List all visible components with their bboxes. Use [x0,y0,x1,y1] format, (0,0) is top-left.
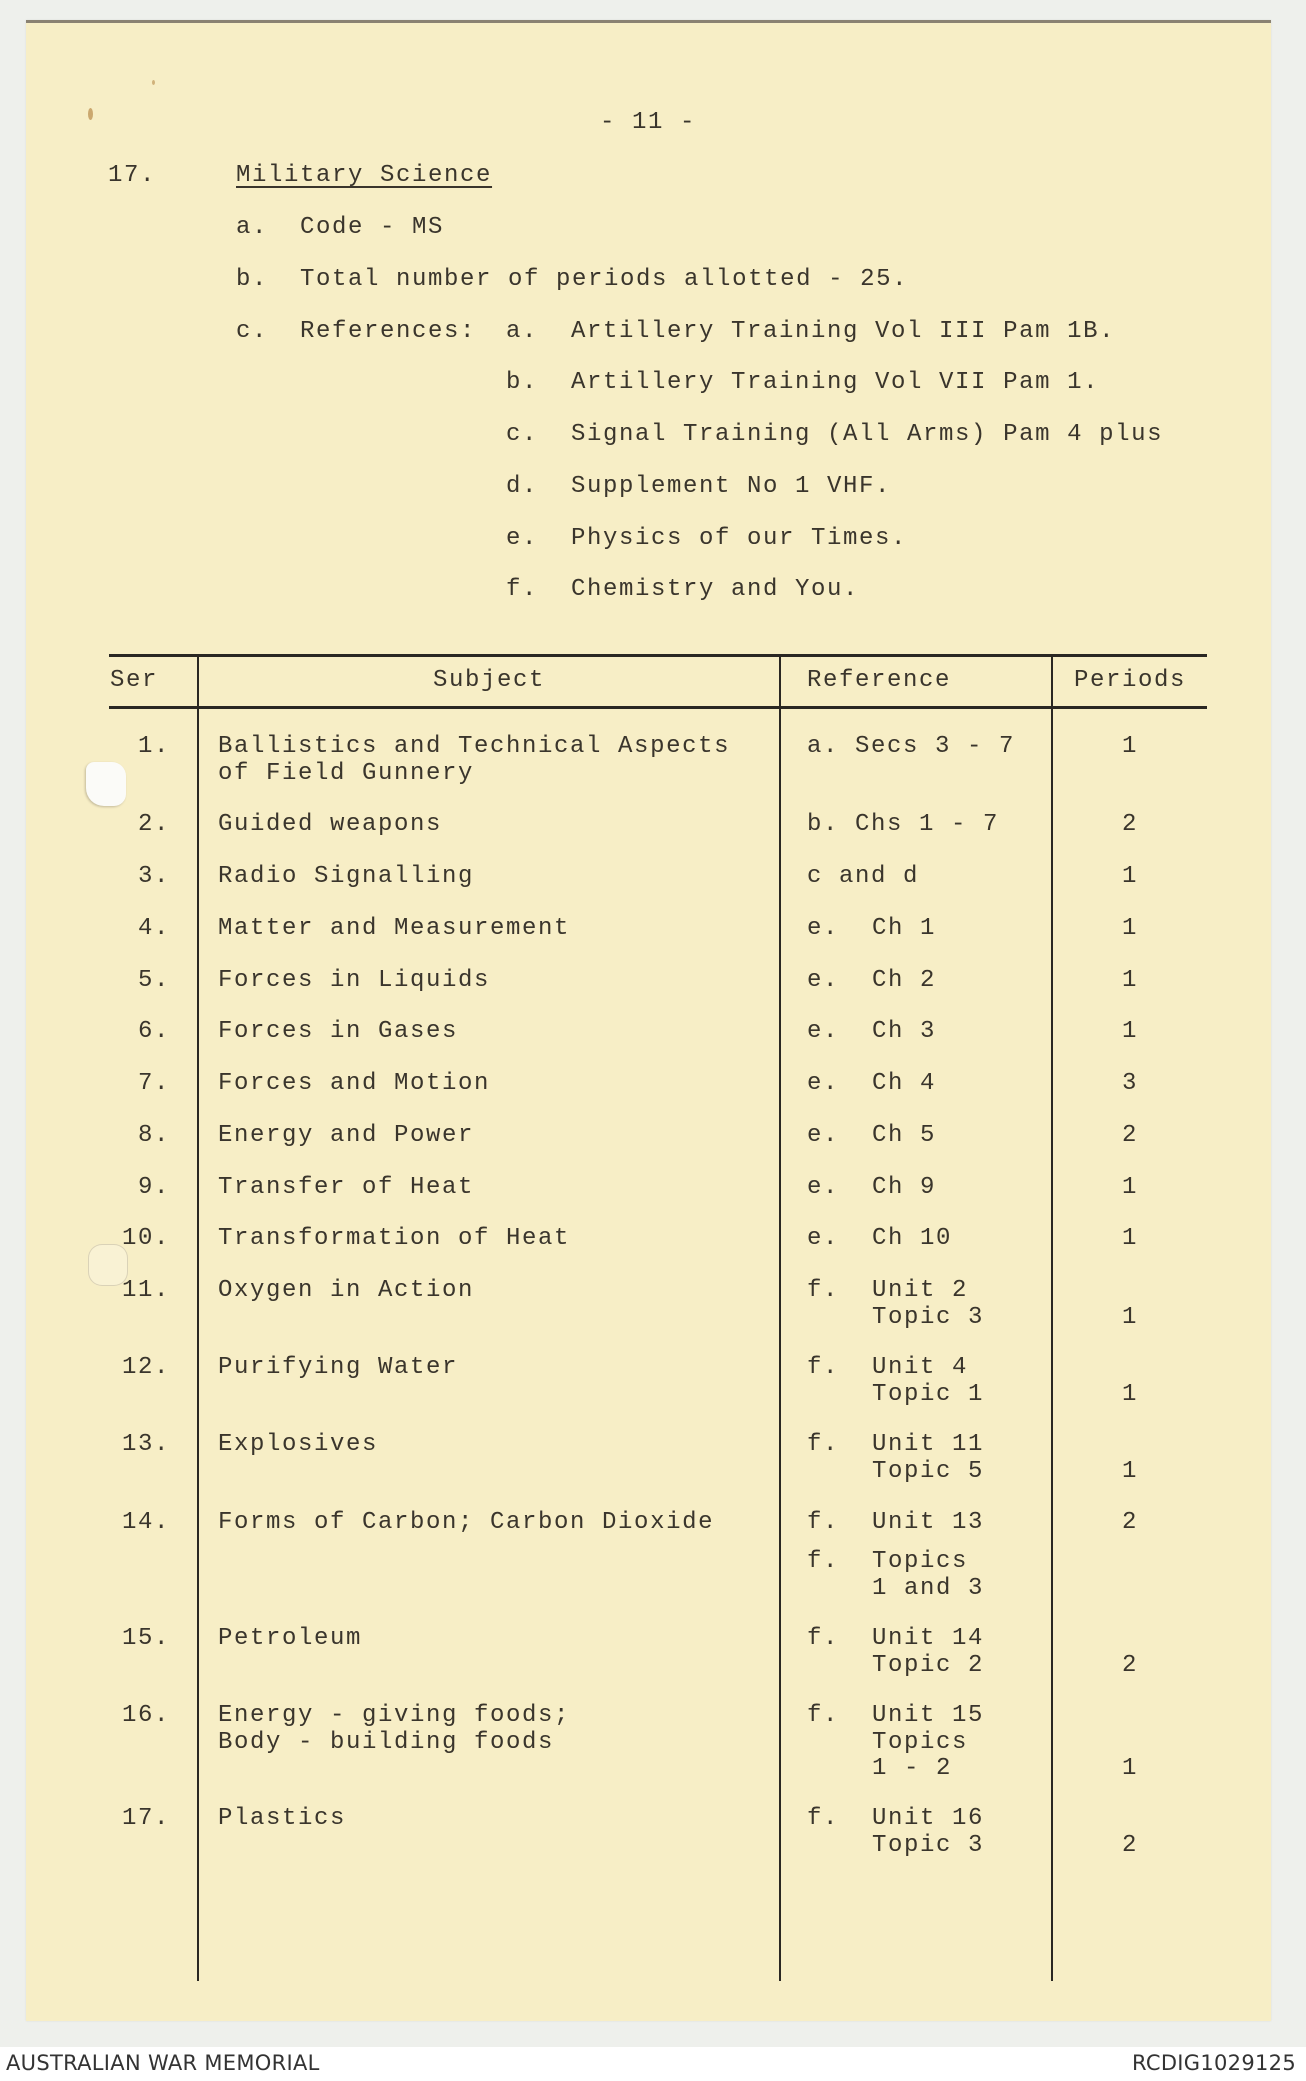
row-subject: Body - building foods [218,1728,555,1756]
row-ser: 9. [137,1174,170,1201]
reference-text: Artillery Training Vol VII Pam 1. [571,369,1100,396]
row-ser: 16. [121,1702,170,1729]
row-reference: Ch 9 [872,1174,937,1201]
row-reference: 1 - 2 [872,1755,953,1782]
row-periods: 1 [1121,1018,1138,1045]
row-ser: 13. [121,1431,170,1458]
footer-institution: AUSTRALIAN WAR MEMORIAL [6,2051,320,2075]
row-periods: 1 [1121,967,1138,994]
row-ser: 17. [121,1805,170,1832]
section-title: Military Science [236,162,493,189]
reference-letter: a. [506,318,539,345]
row-subject: Energy and Power [218,1122,475,1149]
row-reference: 1 and 3 [872,1574,985,1602]
row-reference-letter: f. [807,1354,840,1381]
row-periods: 1 [1121,1174,1138,1201]
row-reference-letter: e. [807,1122,840,1149]
row-reference-letter: f. [807,1805,840,1832]
row-subject: Plastics [218,1805,347,1832]
column-divider [197,655,199,1981]
row-subject: Matter and Measurement [218,915,571,942]
row-periods: 3 [1121,1070,1138,1097]
footer-bar [0,2047,1306,2081]
stain-mark [88,108,93,120]
row-periods: 1 [1121,1225,1138,1252]
reference-text: Chemistry and You. [571,576,860,603]
reference-letter: d. [506,473,539,500]
row-reference: Ch 3 [872,1018,937,1045]
row-subject: Transfer of Heat [218,1174,475,1201]
item-references-label: References: [300,318,477,345]
row-subject: Petroleum [218,1625,363,1652]
row-subject: Forces and Motion [218,1070,491,1097]
row-periods: 1 [1121,863,1138,890]
row-reference-letter: e. [807,1070,840,1097]
item-letter: c. [236,318,269,345]
row-reference: Topics [872,1548,969,1575]
row-subject: Forces in Liquids [218,967,491,994]
reference-text: Supplement No 1 VHF. [571,473,892,500]
reference-letter: b. [506,369,539,396]
header-ser: Ser [110,667,159,694]
header-reference: Reference [807,667,952,694]
column-divider [779,655,781,1981]
row-reference-letter: e. [807,1174,840,1201]
row-reference-letter: e. [807,915,840,942]
row-reference-letter: f. [807,1277,840,1304]
row-reference: Topic 1 [872,1380,985,1408]
row-subject: Oxygen in Action [218,1277,475,1304]
row-reference: Unit 15 [872,1702,985,1729]
row-reference-letter: f. [807,1431,840,1458]
row-reference: Ch 10 [872,1225,953,1252]
row-ser: 5. [137,967,170,994]
item-total-periods: Total number of periods allotted - 25. [300,266,909,293]
header-periods: Periods [1073,667,1187,694]
row-reference: Unit 11 [872,1431,985,1458]
row-subject: Ballistics and Technical Aspects [218,733,731,760]
row-ser: 12. [121,1354,170,1381]
item-code: Code - MS [300,214,445,241]
table-header-rule [109,706,1207,709]
reference-text: Artillery Training Vol III Pam 1B. [571,318,1116,345]
row-periods: 2 [1121,1122,1138,1149]
row-reference: Ch 1 [872,915,937,942]
row-periods: 2 [1121,1651,1138,1679]
row-periods: 1 [1121,1303,1138,1331]
table-top-rule [109,654,1207,657]
row-reference: c and d [807,863,920,890]
row-subject: Guided weapons [218,811,443,838]
stain-mark [152,80,155,85]
row-reference-letter: e. [807,967,840,994]
row-ser: 11. [121,1277,170,1304]
row-reference: Topic 3 [872,1831,985,1859]
row-reference: Unit 13 [872,1509,985,1536]
reference-text: Signal Training (All Arms) Pam 4 plus [571,421,1164,448]
row-periods: 1 [1121,1755,1138,1782]
row-ser: 4. [137,915,170,942]
row-reference: Ch 2 [872,967,937,994]
row-reference: Topic 2 [872,1651,985,1679]
reference-letter: c. [506,421,539,448]
row-subject: Energy - giving foods; [218,1702,571,1729]
section-number: 17. [108,162,157,189]
row-subject: Purifying Water [218,1354,459,1381]
row-ser: 6. [137,1018,170,1045]
row-subject: Forms of Carbon; Carbon Dioxide [218,1509,715,1536]
reference-text: Physics of our Times. [571,525,908,552]
row-reference: Unit 2 [872,1277,969,1304]
row-ser: 2. [137,811,170,838]
row-reference: Unit 4 [872,1354,969,1381]
row-ser: 7. [137,1070,170,1097]
row-reference: a. Secs 3 - 7 [807,733,1016,760]
row-ser: 1. [137,733,170,760]
page-number: - 11 - [599,109,696,136]
row-subject: Transformation of Heat [218,1225,571,1252]
row-reference-letter: f. [807,1702,840,1729]
reference-letter: e. [506,525,539,552]
row-subject: Forces in Gases [218,1018,459,1045]
header-subject: Subject [432,667,546,694]
row-subject: of Field Gunnery [218,759,475,787]
row-ser: 14. [121,1509,170,1536]
row-ser: 15. [121,1625,170,1652]
item-letter: b. [236,266,269,293]
row-periods: 1 [1121,1380,1138,1408]
row-ser: 10. [121,1225,170,1252]
row-reference: Topic 3 [872,1303,985,1331]
row-periods: 1 [1121,915,1138,942]
row-reference-letter: f. [807,1625,840,1652]
row-reference-letter: f. [807,1509,840,1536]
item-letter: a. [236,214,269,241]
row-ser: 8. [137,1122,170,1149]
row-periods: 2 [1121,1509,1138,1536]
row-ser: 3. [137,863,170,890]
row-subject: Radio Signalling [218,863,475,890]
row-reference-letter: f. [807,1548,840,1575]
row-reference: Unit 14 [872,1625,985,1652]
row-periods: 1 [1121,1457,1138,1485]
row-periods: 2 [1121,811,1138,838]
torn-patch [86,762,126,806]
row-reference-letter: e. [807,1225,840,1252]
row-subject: Explosives [218,1431,379,1458]
row-reference: Ch 5 [872,1122,937,1149]
row-reference: Ch 4 [872,1070,937,1097]
row-periods: 2 [1121,1831,1138,1859]
row-reference-letter: e. [807,1018,840,1045]
row-reference: Topic 5 [872,1457,985,1485]
row-reference: Topics [872,1728,969,1756]
row-reference: Unit 16 [872,1805,985,1832]
row-periods: 1 [1121,733,1138,760]
footer-catalogue-id: RCDIG1029125 [1132,2051,1296,2075]
row-reference: b. Chs 1 - 7 [807,811,1000,838]
reference-letter: f. [506,576,539,603]
